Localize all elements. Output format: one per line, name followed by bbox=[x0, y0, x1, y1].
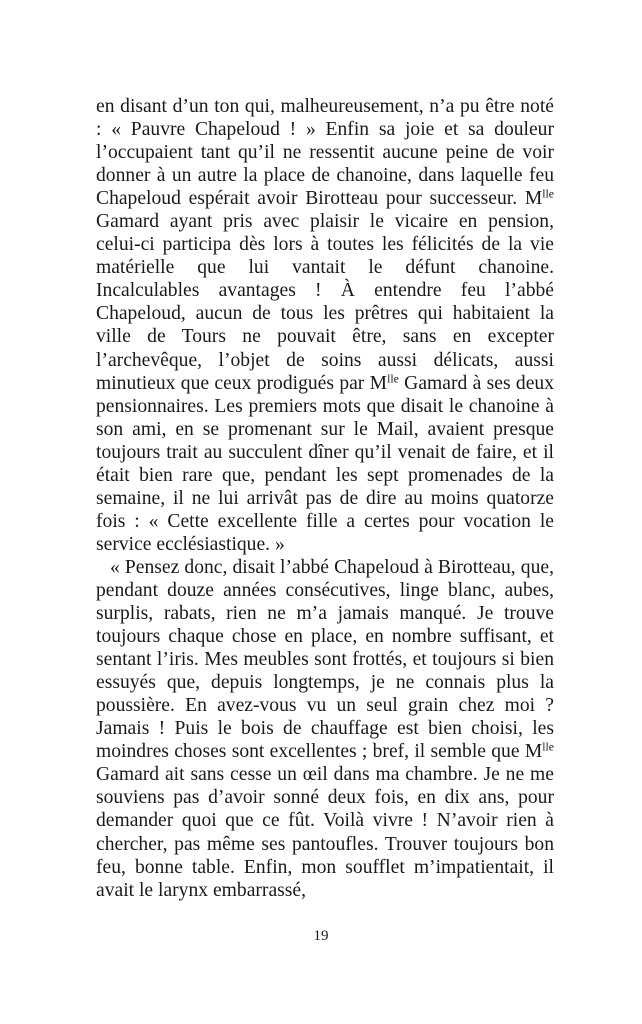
paragraph-2-text-1: « Pensez donc, disait l’abbé Chapeloud à Birotteau, que, pendant douze années consécutives, linge blanc, aubes, surplis, rabats, rien ne m’a jamais manqué. Je trouve toujours chaque chose en place, en nombre suffisant, et sentant l’iris. Mes meubles sont frottés, et toujours si bien essuyés que, depuis longtemps, je ne connais plus la poussière. En avez-vous vu un seul grain chez moi ? Jamais ! Puis le bois de chauffage est bien choisi, les moindres choses sont excellentes ; bref, il semble que M bbox=[96, 556, 554, 763]
superscript-lle-3: lle bbox=[542, 740, 554, 754]
superscript-lle-1: lle bbox=[542, 187, 554, 201]
paragraph-1-text-1: en disant d’un ton qui, malheureusement, n’a pu être noté : « Pauvre Chapeloud ! » Enfin sa joie et sa douleur l’occupaient tant qu’il ne ressentit aucune peine de voir donner à un autre la place de chanoine, dans laquelle feu Chapeloud espérait avoir Birotteau pour successeur. M bbox=[96, 96, 554, 210]
page-body bbox=[96, 95, 554, 902]
paragraph-2-text-2: Gamard ait sans cesse un œil dans ma chambre. Je ne me souviens pas d’avoir sonné deux fois, en dix ans, pour demander quoi que ce fût. Voilà vivre ! N’avoir rien à chercher, pas même ses pantoufles. Trouver toujours bon feu, bonne table. Enfin, mon soufflet m’impatientait, il avait le larynx embarrassé, bbox=[96, 764, 554, 901]
superscript-lle-2: lle bbox=[387, 372, 399, 386]
paragraph-1 bbox=[96, 95, 554, 556]
paragraph-1-text-2: Gamard ayant pris avec plaisir le vicaire en pension, celui-ci participa dès lors à toutes les félicités de la vie matérielle que lui vantait le défunt chanoine. Incalculables avantages ! À entendre feu l’abbé Chapeloud, aucun de tous les prêtres qui habitaient la ville de Tours ne pouvait être, sans en excepter l’archevêque, l’objet de soins aussi délicats, aussi minutieux que ceux prodigués par M bbox=[96, 211, 554, 394]
paragraph-2 bbox=[96, 556, 554, 902]
paragraph-1-text-3: Gamard à ses deux pensionnaires. Les premiers mots que disait le chanoine à son ami, en se promenant sur le Mail, avaient presque toujours trait au succulent dîner qu’il venait de faire, et il était bien rare que, pendant les sept promenades de la semaine, il ne lui arrivât pas de dire au moins quatorze fois : « Cette excellente fille a certes pour vocation le service ecclésiastique. » bbox=[96, 372, 554, 555]
page-number: 19 bbox=[313, 928, 329, 944]
